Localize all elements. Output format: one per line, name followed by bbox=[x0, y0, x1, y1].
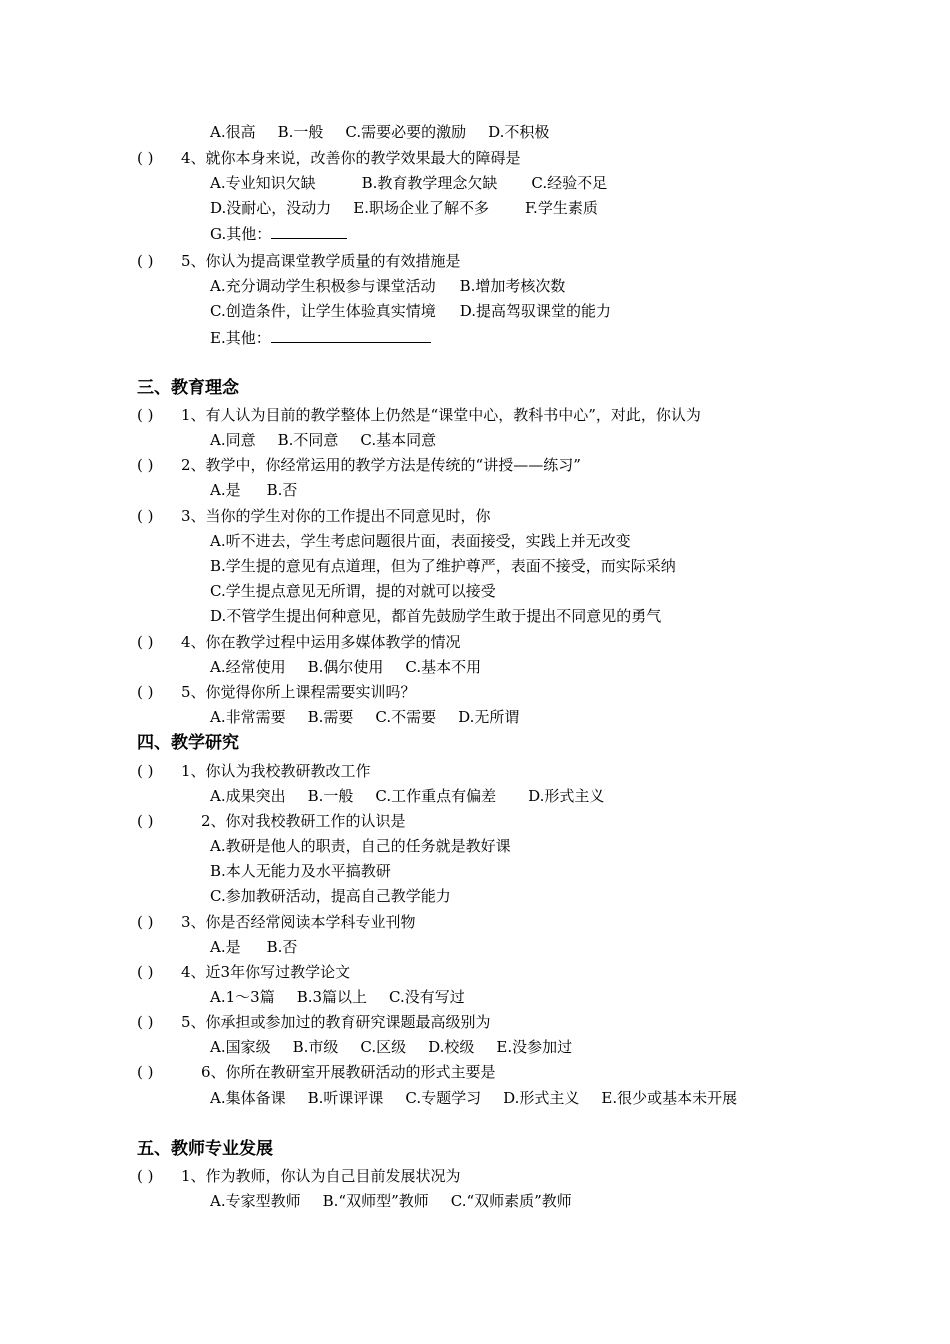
option: A.非常需要 bbox=[210, 708, 286, 726]
answer-blank[interactable]: ( ) bbox=[137, 683, 154, 701]
options-line bbox=[210, 301, 633, 321]
answer-blank[interactable]: ( ) bbox=[137, 149, 154, 167]
option: C.“双师素质”教师 bbox=[450, 1192, 572, 1210]
options-line bbox=[210, 786, 626, 806]
answer-blank[interactable]: ( ) bbox=[137, 812, 154, 830]
question-text: 1、有人认为目前的教学整体上仍然是“课堂中心，教科书中心”，对此，你认为 bbox=[181, 406, 701, 424]
fill-in-blank[interactable] bbox=[271, 223, 347, 239]
option: C.工作重点有偏差 bbox=[375, 787, 497, 805]
option-other: E.其他： bbox=[210, 329, 271, 347]
options-line bbox=[210, 430, 458, 450]
options-line bbox=[210, 480, 319, 500]
other-line bbox=[210, 223, 347, 244]
option: C.基本同意 bbox=[360, 431, 437, 449]
option: A.充分调动学生积极参与课堂活动 bbox=[210, 277, 436, 295]
question bbox=[137, 1012, 491, 1032]
answer-blank[interactable]: ( ) bbox=[137, 456, 154, 474]
question-text: 5、你承担或参加过的教育研究课题最高级别为 bbox=[181, 1013, 491, 1031]
answer-blank[interactable]: ( ) bbox=[137, 963, 154, 981]
option: B.一般 bbox=[277, 123, 324, 141]
options-line bbox=[210, 707, 541, 727]
option: D.没耐心，没动力 bbox=[210, 199, 332, 217]
option: A.1～3篇 bbox=[210, 988, 275, 1006]
answer-blank[interactable]: ( ) bbox=[137, 252, 154, 270]
question-text: 5、你认为提高课堂教学质量的有效措施是 bbox=[181, 252, 461, 270]
options-line bbox=[210, 987, 487, 1007]
options-line bbox=[210, 1191, 594, 1211]
question bbox=[137, 682, 416, 702]
option: C.创造条件，让学生体验真实情境 bbox=[210, 302, 436, 320]
options-line bbox=[210, 937, 319, 957]
options-line bbox=[210, 173, 629, 193]
question bbox=[137, 1166, 461, 1186]
option: B.学生提的意见有点道理，但为了维护尊严，表面不接受，而实际采纳 bbox=[210, 557, 676, 575]
option: B.需要 bbox=[307, 708, 354, 726]
question bbox=[137, 912, 416, 932]
option: C.经验不足 bbox=[531, 174, 608, 192]
option: E.没参加过 bbox=[496, 1038, 573, 1056]
option: C.需要必要的激励 bbox=[345, 123, 467, 141]
option: B.“双师型”教师 bbox=[322, 1192, 429, 1210]
answer-blank[interactable]: ( ) bbox=[137, 507, 154, 525]
option: B.本人无能力及水平搞教研 bbox=[210, 862, 391, 880]
option: F.学生素质 bbox=[524, 199, 598, 217]
option: A.经常使用 bbox=[210, 658, 286, 676]
question-text: 1、你认为我校教研教改工作 bbox=[181, 762, 371, 780]
answer-blank[interactable]: ( ) bbox=[137, 633, 154, 651]
option: A.是 bbox=[210, 481, 241, 499]
question bbox=[137, 811, 406, 831]
question-text: 3、你是否经常阅读本学科专业刊物 bbox=[181, 913, 416, 931]
option: C.基本不用 bbox=[405, 658, 482, 676]
answer-blank[interactable]: ( ) bbox=[137, 1167, 154, 1185]
question-text: 4、就你本身来说，改善你的教学效果最大的障碍是 bbox=[181, 149, 521, 167]
option: B.否 bbox=[266, 481, 298, 499]
options-line bbox=[210, 1037, 594, 1057]
option: B.一般 bbox=[307, 787, 354, 805]
options-line bbox=[210, 1088, 759, 1108]
options-line bbox=[210, 122, 571, 142]
question bbox=[137, 1062, 496, 1082]
option: C.没有写过 bbox=[389, 988, 465, 1006]
question-text: 4、你在教学过程中运用多媒体教学的情况 bbox=[181, 633, 461, 651]
question bbox=[137, 455, 581, 475]
option: D.校级 bbox=[428, 1038, 475, 1056]
question bbox=[137, 148, 521, 168]
question-text: 2、你对我校教研工作的认识是 bbox=[201, 812, 406, 830]
question bbox=[137, 506, 491, 526]
option: B.不同意 bbox=[277, 431, 339, 449]
option: A.同意 bbox=[210, 431, 256, 449]
question-text: 1、作为教师，你认为自己目前发展状况为 bbox=[181, 1167, 461, 1185]
question-text: 2、教学中，你经常运用的教学方法是传统的“讲授——练习” bbox=[181, 456, 581, 474]
section-heading: 四、教学研究 bbox=[137, 733, 239, 753]
options-line bbox=[210, 198, 620, 218]
option: D.提高驾驭课堂的能力 bbox=[459, 302, 611, 320]
option: A.很高 bbox=[210, 123, 256, 141]
other-line bbox=[210, 327, 431, 348]
option: C.学生提点意见无所谓，提的对就可以接受 bbox=[210, 582, 496, 600]
option: B.偶尔使用 bbox=[307, 658, 384, 676]
option: A.专家型教师 bbox=[210, 1192, 301, 1210]
answer-blank[interactable]: ( ) bbox=[137, 1013, 154, 1031]
option: A.是 bbox=[210, 938, 241, 956]
question bbox=[137, 405, 701, 425]
answer-blank[interactable]: ( ) bbox=[137, 406, 154, 424]
option: B.市级 bbox=[292, 1038, 339, 1056]
question bbox=[137, 962, 350, 982]
question-text: 4、近3年你写过教学论文 bbox=[181, 963, 351, 981]
option: D.不管学生提出何种意见，都首先鼓励学生敢于提出不同意见的勇气 bbox=[210, 607, 662, 625]
options-line bbox=[210, 657, 503, 677]
option: C.不需要 bbox=[375, 708, 437, 726]
option: B.否 bbox=[266, 938, 298, 956]
section-heading: 三、教育理念 bbox=[137, 378, 239, 398]
option: A.专业知识欠缺 bbox=[210, 174, 316, 192]
option: A.听不进去，学生考虑问题很片面，表面接受，实践上并无改变 bbox=[210, 532, 631, 550]
option-other: G.其他： bbox=[210, 225, 272, 243]
options-line bbox=[210, 276, 587, 296]
fill-in-blank[interactable] bbox=[271, 327, 431, 343]
option: A.集体备课 bbox=[210, 1089, 286, 1107]
option: C.专题学习 bbox=[405, 1089, 482, 1107]
option: D.形式主义 bbox=[528, 787, 605, 805]
question-text: 6、你所在教研室开展教研活动的形式主要是 bbox=[201, 1063, 496, 1081]
question bbox=[137, 251, 461, 271]
option: D.形式主义 bbox=[503, 1089, 580, 1107]
section-heading: 五、教师专业发展 bbox=[137, 1139, 273, 1159]
option: C.区级 bbox=[360, 1038, 407, 1056]
option: E.很少或基本未开展 bbox=[601, 1089, 738, 1107]
question-text: 3、当你的学生对你的工作提出不同意见时，你 bbox=[181, 507, 491, 525]
option: A.成果突出 bbox=[210, 787, 286, 805]
question-text: 5、你觉得你所上课程需要实训吗？ bbox=[181, 683, 416, 701]
answer-blank[interactable]: ( ) bbox=[137, 1063, 154, 1081]
option: B.教育教学理念欠缺 bbox=[361, 174, 498, 192]
option: C.参加教研活动，提高自己教学能力 bbox=[210, 887, 451, 905]
answer-blank[interactable]: ( ) bbox=[137, 762, 154, 780]
option: A.教研是他人的职责，自己的任务就是教好课 bbox=[210, 837, 511, 855]
option: B.增加考核次数 bbox=[459, 277, 566, 295]
option: E.职场企业了解不多 bbox=[353, 199, 489, 217]
question bbox=[137, 632, 461, 652]
option: D.无所谓 bbox=[458, 708, 520, 726]
option: D.不积极 bbox=[488, 123, 550, 141]
answer-blank[interactable]: ( ) bbox=[137, 913, 154, 931]
option: B.3篇以上 bbox=[296, 988, 368, 1006]
option: A.国家级 bbox=[210, 1038, 271, 1056]
question bbox=[137, 761, 371, 781]
option: B.听课评课 bbox=[307, 1089, 384, 1107]
